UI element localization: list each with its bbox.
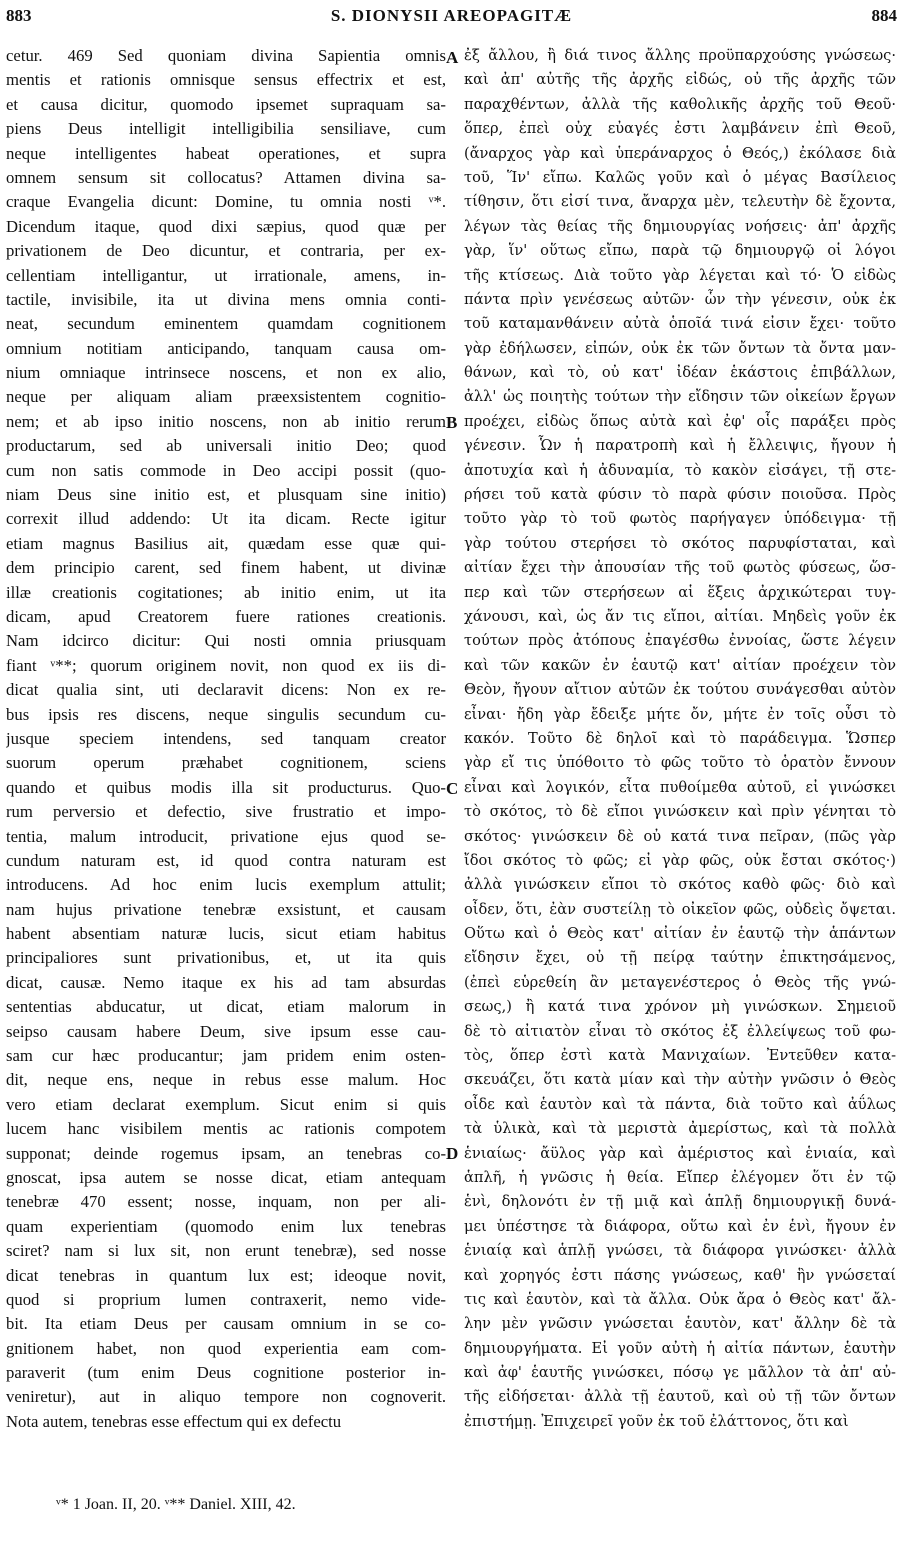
greek-text-line: τὰ ὑλικὰ, καὶ τὰ μεριστὰ ἀμερίστως, καὶ τὰ πολλὰ bbox=[464, 1120, 896, 1138]
latin-text-line: sententias abducatur, ut dicat, etiam malorum in bbox=[6, 997, 446, 1017]
latin-text-line: mentis et rationis omnisque sensus effectrix et est, bbox=[6, 70, 446, 90]
section-marker-d: D bbox=[446, 1144, 459, 1163]
latin-text-line: privationem de Deo dicuntur, et contraria, per ex- bbox=[6, 241, 446, 261]
latin-text-line: sciret? nam si lux sit, non erunt tenebræ), sed nosse bbox=[6, 1241, 446, 1261]
greek-text-line: ἐπιστήμῃ. Ἐπιχειρεῖ γοῦν ἐκ τοῦ ἐλάττονος, ὅτι καὶ bbox=[464, 1412, 849, 1430]
greek-text-line: αἰτίαν ἔχει τὴν ἀπουσίαν τῆς τοῦ φωτὸς φύσεως, ὥσ- bbox=[464, 559, 896, 577]
greek-text-line: ἀποτυχία καὶ ἡ ἀδυναμία, τὸ κακὸν εἰσάγει, τῇ στε- bbox=[464, 461, 896, 479]
greek-text-line: σκευάζει, ὅτι κατὰ μίαν καὶ τὴν αὐτὴν γνῶσιν ὁ Θεὸς bbox=[464, 1071, 896, 1089]
greek-column bbox=[464, 44, 896, 1434]
latin-text-line: nam hujus privatione tenebræ exsistunt, et causam bbox=[6, 899, 446, 919]
greek-text-line: δὲ τὸ αἰτιατὸν εἶναι τὸ σκότος ἐξ ἐλλείψεως τοῦ φω- bbox=[464, 1022, 896, 1040]
greek-text-line: καὶ ἀπ' αὐτῆς τῆς ἀρχῆς εἰδώς, οὐ τῆς ἀρχῆς τῶν bbox=[464, 71, 896, 89]
latin-text-line: dicat tenebras in quantum lux est; ideoque novit, bbox=[6, 1265, 446, 1285]
greek-text-line: Οὕτω καὶ ὁ Θεὸς κατ' αἰτίαν ἐν ἑαυτῷ τὴν ἁπάντων bbox=[464, 925, 896, 943]
latin-text-line: bit. Ita etiam Deus per causam omnium in se co- bbox=[6, 1314, 446, 1334]
latin-text-line: habent absentiam naturæ lucis, sicut etiam habitus bbox=[6, 924, 446, 944]
page-header bbox=[6, 6, 897, 36]
greek-text-line: (ἄναρχος γὰρ καὶ ὑπεράναρχος ὁ Θεός,) ἐκόλασε διὰ bbox=[464, 144, 896, 162]
footnote: ᵛ* 1 Joan. II, 20. ᵛ** Daniel. XIII, 42. bbox=[56, 1496, 296, 1513]
greek-text-line: ἑνιαίᾳ καὶ ἁπλῇ γνώσει, τὰ διάφορα γινώσκει· ἀλλὰ bbox=[464, 1242, 896, 1260]
latin-text-line: suorum operum præhabet cognitionem, sciens bbox=[6, 753, 446, 773]
greek-text-line: γένεσιν. Ὧν ἡ παρατροπὴ καὶ ἡ ἔλλειψις, ἤγουν ἡ bbox=[464, 437, 896, 455]
latin-text-line: omnium notitiam anticipando, tanquam causa om- bbox=[6, 338, 446, 358]
latin-text-line: craque Evangelia dicunt: Domine, tu omnia nosti ᵛ*. bbox=[6, 192, 446, 212]
greek-text-line: τοῦτο γὰρ τὸ τοῦ φωτὸς παρήγαγεν ὑπόδειγμα· τῇ bbox=[464, 510, 896, 528]
latin-text-line: quam experientiam (quomodo enim lux tenebras bbox=[6, 1216, 446, 1236]
greek-text-line: τούτων πρὸς ἀτόπους ἐπαγέσθω ἐννοίας, ὥστε λέγειν bbox=[464, 632, 896, 650]
latin-text-line: niam Deus sine initio est, et plusquam sine initio) bbox=[6, 485, 446, 505]
latin-text-line: dicat qualia sint, uti declaravit dicens: Non ex re- bbox=[6, 680, 446, 700]
greek-text-line: σκότος· γινώσκειν δὲ οὐ κατά τινα πεῖραν, (πῶς γὰρ bbox=[464, 827, 896, 845]
greek-text-line: οἶδεν, ὅτι, ἐὰν συστείλῃ τὸ οἰκεῖον φῶς, οὐδεὶς ὄψεται. bbox=[464, 900, 896, 918]
latin-text-line: nium omniaque intrinsece noscens, et non ex alio, bbox=[6, 363, 446, 383]
greek-text-line: μει ὑπέστησε τὰ διάφορα, οὕτω καὶ ἐν ἑνὶ, ἤγουν ἐν bbox=[464, 1217, 896, 1235]
greek-text-line: ἁπλῆ, ἡ γνῶσις ἡ θεία. Εἴπερ ἐλέγομεν ὅτι ἐν τῷ bbox=[464, 1168, 896, 1186]
greek-text-line: γὰρ, ἵν' οὕτως εἴπω, παρὰ τῷ δημιουργῷ οἱ λόγοι bbox=[464, 242, 896, 260]
latin-text-line: supponat; deinde rogemus ipsam, an tenebras co- bbox=[6, 1143, 446, 1163]
greek-text-line: εἴδησιν ἔχει, οὐ τῇ πείρᾳ ταύτην ἐπικτησάμενος, bbox=[464, 949, 896, 967]
greek-text-line: ὅπερ, ἐπεὶ οὐχ εὐαγές ἐστι λαμβάνειν ἐπὶ Θεοῦ, bbox=[464, 120, 896, 138]
greek-text-line: εἶναι· ἤδη γὰρ ἔδειξε μήτε ὄν, μήτε ἐν τοῖς οὖσι τὸ bbox=[464, 705, 896, 723]
greek-text-line: καὶ ἀφ' ἑαυτῆς γινώσκει, πόσῳ γε μᾶλλον τὰ ἀπ' αὐ- bbox=[464, 1364, 896, 1382]
latin-text-line: jusque speciem intendens, sed tanquam creator bbox=[6, 728, 446, 748]
latin-text-line: tactile, invisibile, ita ut divina mens omnia conti- bbox=[6, 289, 446, 309]
greek-text-line: τὸ σκότος, τὸ δὲ εἴποι γινώσκειν καὶ πρὶν γένηται τὸ bbox=[464, 803, 896, 821]
latin-text-line: gnitionem habet, non quod experientia eam com- bbox=[6, 1338, 446, 1358]
section-marker-c: C bbox=[446, 779, 459, 798]
latin-text-line: Nam idcirco dicitur: Qui nosti omnia priusquam bbox=[6, 631, 446, 651]
latin-text-line: omnem sensum sit collocatus? Attamen divina sa- bbox=[6, 167, 446, 187]
latin-text-line: introducens. Ad hoc enim lucis exemplum attulit; bbox=[6, 875, 446, 895]
greek-text-line: τοῦ, Ἵν' εἴπω. Καλῶς γοῦν καὶ ὁ μέγας Βασίλειος bbox=[464, 168, 896, 186]
greek-text-line: δημιουργήματα. Εἰ γοῦν αὐτὴ ἡ αἰτία πάντων, ἑαυτὴν bbox=[464, 1339, 896, 1357]
latin-text-line: veniretur), aut in aliquo tempore non cognoverit. bbox=[6, 1387, 446, 1407]
latin-text-line: dicam, apud Creatorem fuere rationes creationis. bbox=[6, 606, 446, 626]
section-marker-b: B bbox=[446, 413, 458, 432]
latin-text-line: rum perversio et defectio, sive frustratio et impo- bbox=[6, 802, 446, 822]
latin-column bbox=[6, 44, 446, 1434]
latin-text-line: cellentiam intelligantur, ut irrationale, amens, in- bbox=[6, 265, 446, 285]
latin-text-line: dit, neque ens, neque in rebus esse malum. Hoc bbox=[6, 1070, 446, 1090]
greek-text-line: εἶναι καὶ λογικόν, εἶτα πυθοίμεθα αὐτοῦ, εἰ γινώσκει bbox=[464, 778, 896, 796]
greek-text-line: τίθησιν, ὅτι εἰσί τινα, ἄναρχα μὲν, τελευτὴν δὲ ἔχοντα, bbox=[464, 193, 896, 211]
greek-text-line: ἴδοι σκότος τὸ φῶς; εἰ γὰρ φῶς, οὐκ ἔσται σκότος·) bbox=[464, 851, 896, 869]
greek-text-line: ἀλλὰ γινώσκειν εἴποι τὸ σκότος καθὸ φῶς· διὸ καὶ bbox=[464, 876, 896, 894]
latin-text-line: seipso causam habere Deum, sive ipsum esse cau- bbox=[6, 1021, 446, 1041]
latin-text-line: fiant ᵛ**; quorum originem novit, non quod ex iis di- bbox=[6, 655, 446, 675]
latin-text-line: productarum, sed ab universali initio Deo; quod bbox=[6, 436, 446, 456]
latin-text-line: cundum naturam est, id quod contra naturam est bbox=[6, 850, 446, 870]
greek-text-line: τῆς κτίσεως. Διὰ τοῦτο γὰρ λέγεται καὶ τό· Ὁ εἰδὼς bbox=[464, 266, 896, 284]
greek-text-line: οἶδε καὶ ἑαυτὸν καὶ τὰ πάντα, διὰ τοῦτο καὶ ἀΰλως bbox=[464, 1095, 896, 1113]
greek-text-line: ρήσει τοῦ κατὰ φύσιν τὸ παρὰ φύσιν ποιοῦσα. Πρὸς bbox=[464, 486, 896, 504]
latin-text-line: dicat, causæ. Nemo itaque ex his ad tam absurdas bbox=[6, 972, 446, 992]
latin-text-line: etiam magnus Basilius ait, quædam esse quæ qui- bbox=[6, 533, 446, 553]
greek-text-line: ἑνιαίως· ἄϋλος γὰρ καὶ ἀμέριστος καὶ ἑνιαία, καὶ bbox=[464, 1144, 896, 1162]
greek-text-line: τις καὶ ἑαυτὸν, καὶ τὰ ἄλλα. Οὐκ ἄρα ὁ Θεὸς κατ' ἄλ- bbox=[464, 1290, 896, 1308]
latin-text-line: paraverit (tum enim Deus cognitione posterior in- bbox=[6, 1363, 446, 1383]
greek-text-line: πάντα πρὶν γενέσεως αὐτῶν· ὧν τὴν γένεσιν, οὐκ ἐκ bbox=[464, 290, 896, 308]
section-marker-a: A bbox=[446, 48, 459, 67]
latin-text-line: Dicendum itaque, quod dixi sæpius, quod quæ per bbox=[6, 216, 446, 236]
greek-text-line: ἀλλ' ὡς ποιητὴς τούτων τὴν εἴδησιν τῶν οἰκείων ἔργων bbox=[464, 388, 896, 406]
left-page-number: 883 bbox=[6, 6, 32, 25]
latin-text-line: cum non satis commode in Deo accipi possit (quo- bbox=[6, 460, 446, 480]
latin-text-line: gnoscat, ipsa autem se nosse dicat, etiam antequam bbox=[6, 1167, 446, 1187]
right-page-number: 884 bbox=[871, 6, 897, 25]
greek-text-line: καὶ χορηγός ἐστι πάσης γνώσεως, καθ' ἣν γνώσεταί bbox=[464, 1266, 896, 1284]
latin-text-line: tenebræ 470 essent; nosse, inquam, non per ali- bbox=[6, 1192, 446, 1212]
greek-text-line: καὶ τῶν κακῶν ἐν ἑαυτῷ κατ' αἰτίαν προέχειν τὸν bbox=[464, 656, 896, 674]
greek-text-line: παραχθέντων, ἀλλὰ τῆς καθολικῆς ἀρχῆς τοῦ Θεοῦ· bbox=[464, 95, 896, 113]
latin-text-line: illæ creationis cogitationes; ab initio enim, ut ita bbox=[6, 582, 446, 602]
latin-text-line: et causa dicitur, quomodo ipsemet supraquam sa- bbox=[6, 94, 446, 114]
greek-text-line: χάνουσι, καὶ, ὡς ἄν τις εἴποι, αἰτίαι. Μηδεὶς γοῦν ἐκ bbox=[464, 607, 896, 625]
greek-text-line: τῆς εἰδήσεται· ἀλλὰ τῇ ἑαυτοῦ, καὶ οὐ τῇ τῶν ὄντων bbox=[464, 1388, 896, 1406]
greek-text-line: ἑνὶ, δηλονότι ἐν τῇ μιᾷ καὶ ἁπλῇ δημιουργικῇ δυνά- bbox=[464, 1193, 896, 1211]
latin-text-line: tentia, malum introducit, privatione ejus quod se- bbox=[6, 826, 446, 846]
latin-text-line: principaliores sunt privationibus, et, ut ita quis bbox=[6, 948, 446, 968]
latin-text-line: neque intelligentes habeat operationes, et supra bbox=[6, 143, 446, 163]
greek-text-line: ἐξ ἄλλου, ἢ διά τινος ἄλλης προϋπαρχούσης γνώσεως· bbox=[464, 47, 896, 64]
latin-text-line: piens Deus intelligit intelligibilia sensiliave, cum bbox=[6, 119, 446, 139]
latin-text-line: nem; et ab ipso initio noscens, non ab initio rerum bbox=[6, 411, 446, 431]
greek-text-line: θάνων, καὶ τὸ, οὐ κατ' ἰδέαν ἑκάστοις ἐπιβάλλων, bbox=[464, 364, 896, 382]
latin-text-line: quando et quibus modis illa sit producturus. Quo- bbox=[6, 777, 446, 797]
latin-text-line: Nota autem, tenebras esse effectum qui ex defectu bbox=[6, 1411, 342, 1431]
greek-text-line: Θεὸν, ἤγουν αἴτιον αὐτῶν ἐκ τούτου συνάγεσθαι αὐτὸν bbox=[464, 681, 896, 699]
greek-text-line: περ καὶ τῶν στερήσεων αἱ ἕξεις ἀρχικώτεραι τυγ- bbox=[464, 583, 896, 601]
latin-text-line: lucem hanc visibilem mentis ac rationis compotem bbox=[6, 1119, 446, 1139]
greek-text-line: τὸς, ὅπερ ἐστὶ κατὰ Μανιχαίων. Ἐντεῦθεν κατα- bbox=[464, 1047, 896, 1065]
latin-text-line: vero etiam declarat exemplum. Sicut enim si quis bbox=[6, 1094, 446, 1114]
greek-text-line: (ἐπεὶ εὑρεθείη ἂν μεταγενέστερος ὁ Θεὸς τῆς γνώ- bbox=[464, 973, 896, 991]
greek-text-line: λέγων τὰς θείας τῆς δημιουργίας νοήσεις· ἀπ' ἀρχῆς bbox=[464, 217, 896, 235]
latin-text-line: quod si proprium lumen contraxerit, nemo vide- bbox=[6, 1289, 446, 1309]
latin-text-line: dem principio carent, sed finem habent, ut divinæ bbox=[6, 558, 446, 578]
greek-text-line: γὰρ εἴ τις ὑπόθοιτο τὸ φῶς τοῦτο τὸ ὁρατὸν ἔννουν bbox=[464, 754, 896, 772]
latin-text-line: cetur. 469 Sed quoniam divina Sapientia omnis bbox=[6, 46, 446, 65]
latin-text-line: correxit illud addendo: Ut ita dicam. Recte igitur bbox=[6, 509, 446, 529]
greek-text-line: προέχει, εἰδὼς ὅπως αὐτὰ καὶ ἐφ' οἷς παράξει πρὸς bbox=[464, 412, 896, 430]
latin-text-line: neat, secundum eminentem quamdam cognitionem bbox=[6, 314, 446, 334]
latin-text-line: sam cur hæc producantur; jam pridem enim osten- bbox=[6, 1046, 446, 1066]
latin-text-line: bus ipsis res discens, neque singulis secundum cu- bbox=[6, 704, 446, 724]
greek-text-line: κακόν. Τοῦτο δὲ δηλοῖ καὶ τὸ παράδειγμα. Ὥσπερ bbox=[464, 729, 896, 747]
greek-text-line: λην μὲν γνῶσιν γνώσεται ἑαυτὸν, κατ' ἄλλην δὲ τὰ bbox=[464, 1315, 896, 1333]
greek-text-line: σεως,) ἢ κατά τινα χρόνον μὴ γινώσκων. Σημειοῦ bbox=[464, 998, 896, 1016]
latin-text-line: neque per aliquam aliam præexsistentem cognitio- bbox=[6, 387, 446, 407]
running-title: S. DIONYSII AREOPAGITÆ bbox=[330, 6, 573, 25]
greek-text-line: τοῦ καταμανθάνειν αὐτὰ ὁποῖά τινά εἰσιν ἔχει· τοῦτο bbox=[464, 315, 896, 333]
greek-text-line: γὰρ ἐδήλωσεν, εἰπών, οὐκ ἐκ τῶν ὄντων τὰ ὄντα μαν- bbox=[464, 339, 896, 357]
greek-text-line: γὰρ τούτου στερήσει τὸ σκότος παρυφίσταται, καὶ bbox=[464, 534, 896, 552]
